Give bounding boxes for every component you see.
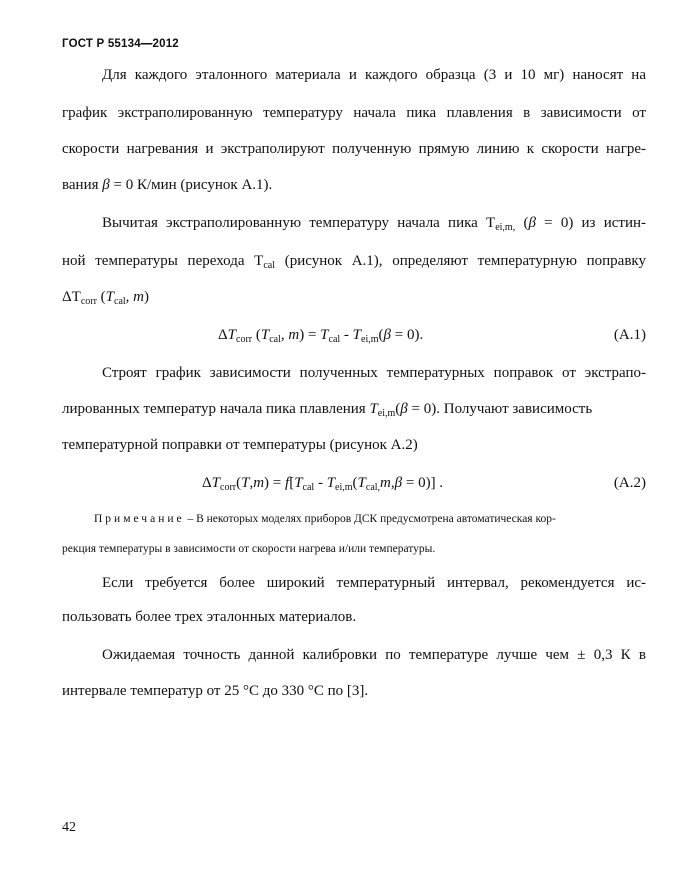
paragraph-1-line-1: Для каждого эталонного материала и каждого образца (3 и 10 мг) наносят на (102, 67, 646, 83)
equation-a1 (218, 326, 423, 344)
subscript: corr (80, 296, 97, 307)
text-fragment: Вычитая экстраполированную температуру начала пика T (102, 215, 496, 231)
text-fragment: , (249, 475, 254, 491)
italic-symbol: T (326, 475, 336, 491)
text-fragment: ) (144, 289, 150, 305)
text-fragment: - (340, 327, 353, 343)
italic-symbol: T (105, 289, 115, 305)
text-fragment: = 0)] . (402, 475, 444, 491)
standard-header (62, 38, 179, 50)
italic-symbol: T (352, 327, 362, 343)
paragraph-3-line-3: температурной поправки от температуры (рисунок А.2) (62, 437, 418, 453)
paragraph-5-line-1: Ожидаемая точность данной калибровки по температуре лучше чем ± 0,3 К в (102, 647, 646, 663)
text-fragment: ( (352, 475, 358, 491)
subscript: ei,m, (495, 222, 516, 233)
paragraph-4-line-1: Если требуется более широкий температурный интервал, рекомендуется ис- (102, 575, 646, 591)
text-fragment: , (125, 289, 134, 305)
equation-number-a2: (А.2) (613, 475, 646, 491)
italic-symbol: T (369, 401, 378, 417)
paragraph-1-line-2: график экстраполированную температуру начала пика плавления в зависимости от (62, 105, 646, 121)
italic-symbol: T (320, 327, 329, 343)
text-fragment: лированных температур начала пика плавления (62, 401, 370, 417)
subscript: cal (302, 482, 315, 493)
text-fragment: ( (96, 289, 106, 305)
italic-symbol: T (294, 475, 303, 491)
subscript: cal (263, 260, 276, 271)
italic-symbol: T (241, 475, 250, 491)
text-fragment: = 0 К/мин (рисунок А.1). (109, 177, 273, 193)
text-fragment: ΔT (62, 289, 81, 305)
subscript: cal (328, 334, 341, 345)
italic-symbol: m (380, 475, 391, 491)
beta-symbol: β (394, 475, 403, 491)
subscript: ei,m (335, 482, 353, 493)
italic-symbol: T (227, 327, 236, 343)
italic-symbol: m (288, 327, 300, 343)
text-fragment: ( (395, 401, 401, 417)
paragraph-1-line-3: скорости нагревания и экстраполируют полученную прямую линию к скорости нагре- (62, 141, 646, 157)
note-label: Примечание (94, 513, 185, 525)
note-line-2: рекция температуры в зависимости от скорости нагрева и/или температуры. (62, 543, 436, 555)
text-fragment: ( (515, 215, 529, 231)
text-fragment: = 0). (391, 327, 424, 343)
text-fragment: ( (252, 327, 261, 343)
note-line-1 (94, 512, 556, 526)
text-fragment: ( (236, 475, 242, 491)
italic-symbol: T (260, 327, 270, 343)
paragraph-2-line-2 (62, 252, 646, 270)
standard-code: ГОСТ Р 55134 (62, 38, 141, 50)
paragraph-4-line-2: пользовать более трех эталонных материалов. (62, 609, 357, 625)
beta-symbol: β (528, 215, 536, 231)
text-fragment: , (390, 475, 395, 491)
text-fragment: вания (62, 177, 103, 193)
text-fragment: (рисунок А.1), определяют температурную поправку (275, 253, 646, 269)
text-fragment: Δ (218, 327, 228, 343)
subscript: ei,m (377, 408, 396, 419)
page-number: 42 (62, 820, 76, 835)
paragraph-3-line-2 (62, 400, 646, 418)
text-fragment: Δ (202, 475, 212, 491)
subscript: cal (114, 296, 126, 307)
header-dash: — (140, 38, 153, 50)
italic-symbol: f (285, 475, 290, 491)
italic-symbol: m (133, 289, 145, 305)
italic-symbol: m (253, 475, 265, 491)
text-fragment: = 0) из истин- (535, 215, 646, 231)
note-dash: – (184, 513, 197, 525)
beta-symbol: β (383, 327, 391, 343)
text-fragment: , (280, 327, 289, 343)
beta-symbol: β (400, 401, 408, 417)
italic-symbol: T (357, 475, 366, 491)
paragraph-3-line-1: Строят график зависимости полученных температурных поправок от экстрапо- (102, 365, 646, 381)
equation-number-a1: (А.1) (613, 327, 646, 343)
text-fragment: ) = (299, 327, 321, 343)
equation-a2 (202, 474, 443, 492)
text-fragment: ) = (264, 475, 286, 491)
beta-symbol: β (102, 177, 110, 193)
subscript: ei,m (361, 334, 379, 345)
text-fragment: = 0). Получают зависимость (407, 401, 593, 417)
note-text: В некоторых моделях приборов ДСК предусмотрена автоматическая кор- (196, 513, 556, 525)
text-fragment: - (314, 475, 327, 491)
subscript: cal (269, 334, 281, 345)
subscript: cal, (365, 482, 381, 493)
paragraph-2-line-3 (62, 288, 646, 306)
subscript: corr (236, 334, 253, 345)
text-fragment: [ (289, 475, 295, 491)
paragraph-2-line-1 (102, 214, 646, 232)
paragraph-5-line-2: интервале температур от 25 °С до 330 °С по [3]. (62, 683, 369, 699)
text-fragment: ной температуры перехода T (62, 253, 264, 269)
subscript: corr (220, 482, 237, 493)
paragraph-1-line-4 (62, 176, 646, 194)
text-fragment: ( (378, 327, 384, 343)
standard-year: 2012 (152, 38, 179, 50)
italic-symbol: T (211, 475, 220, 491)
